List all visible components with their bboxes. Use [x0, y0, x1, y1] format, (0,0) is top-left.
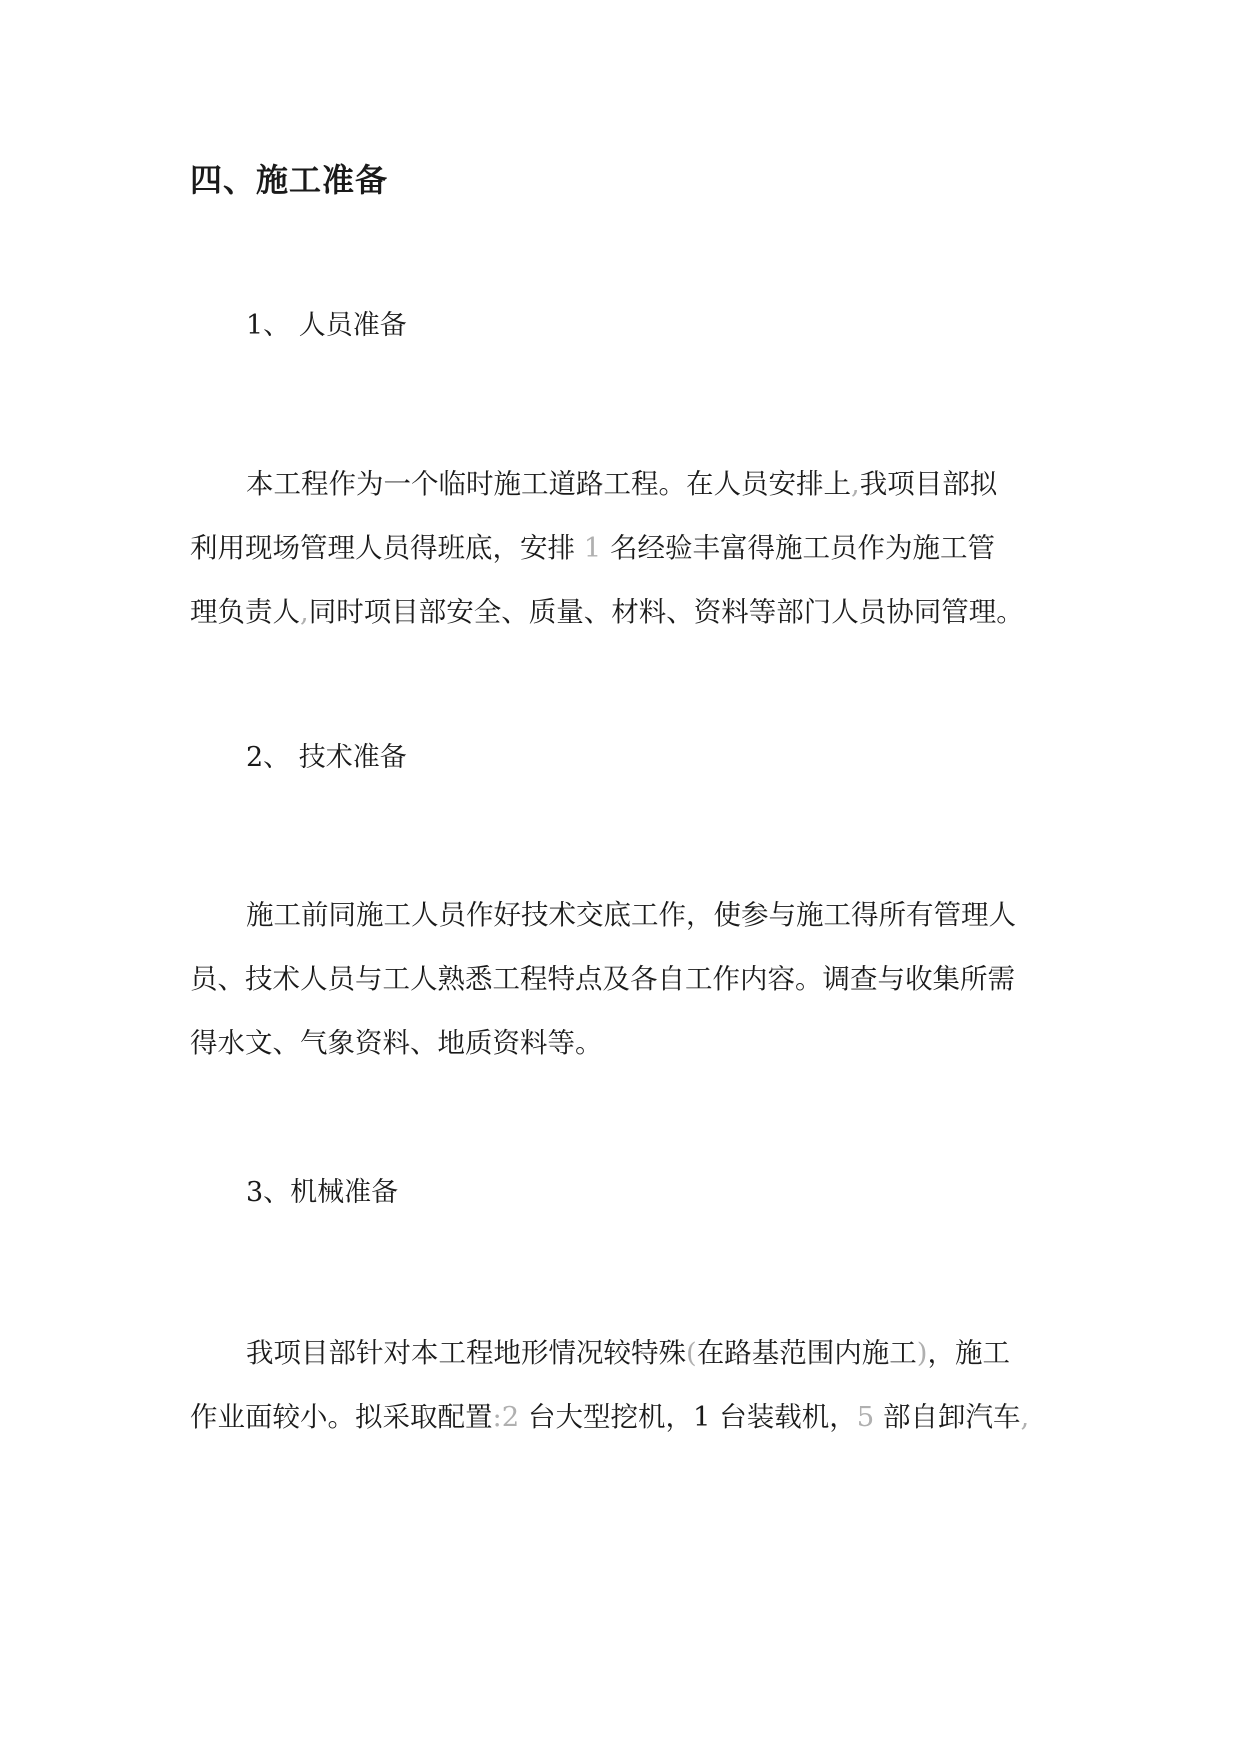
paragraph-line: 我项目部针对本工程地形情况较特殊(在路基范围内施工)，施工 — [246, 1337, 1010, 1369]
paragraph-technical — [190, 883, 1050, 1075]
paragraph-line: 施工前同施工人员作好技术交底工作，使参与施工得所有管理人 — [246, 899, 1016, 931]
paragraph-line: 利用现场管理人员得班底，安排 1 名经验丰富得施工员作为施工管 — [190, 532, 995, 564]
page-title: 四、施工准备 — [190, 161, 389, 199]
paragraph-line: 本工程作为一个临时施工道路工程。在人员安排上,我项目部拟 — [246, 468, 998, 500]
paragraph-line: 理负责人,同时项目部安全、质量、材料、资料等部门人员协同管理。 — [190, 596, 1024, 628]
paragraph-line: 员、技术人员与工人熟悉工程特点及各自工作内容。调查与收集所需 — [190, 963, 1015, 995]
paragraph-line: 得水文、气象资料、地质资料等。 — [190, 1027, 603, 1059]
section-heading-personnel: 1、 人员准备 — [246, 310, 407, 341]
section-heading-technical: 2、 技术准备 — [246, 742, 407, 773]
section-heading-machinery: 3、机械准备 — [246, 1177, 399, 1208]
paragraph-line: 作业面较小。拟采取配置:2 台大型挖机，1 台装载机，5 部自卸汽车, — [190, 1401, 1030, 1433]
paragraph-personnel — [190, 452, 1050, 644]
paragraph-machinery — [190, 1321, 1050, 1449]
